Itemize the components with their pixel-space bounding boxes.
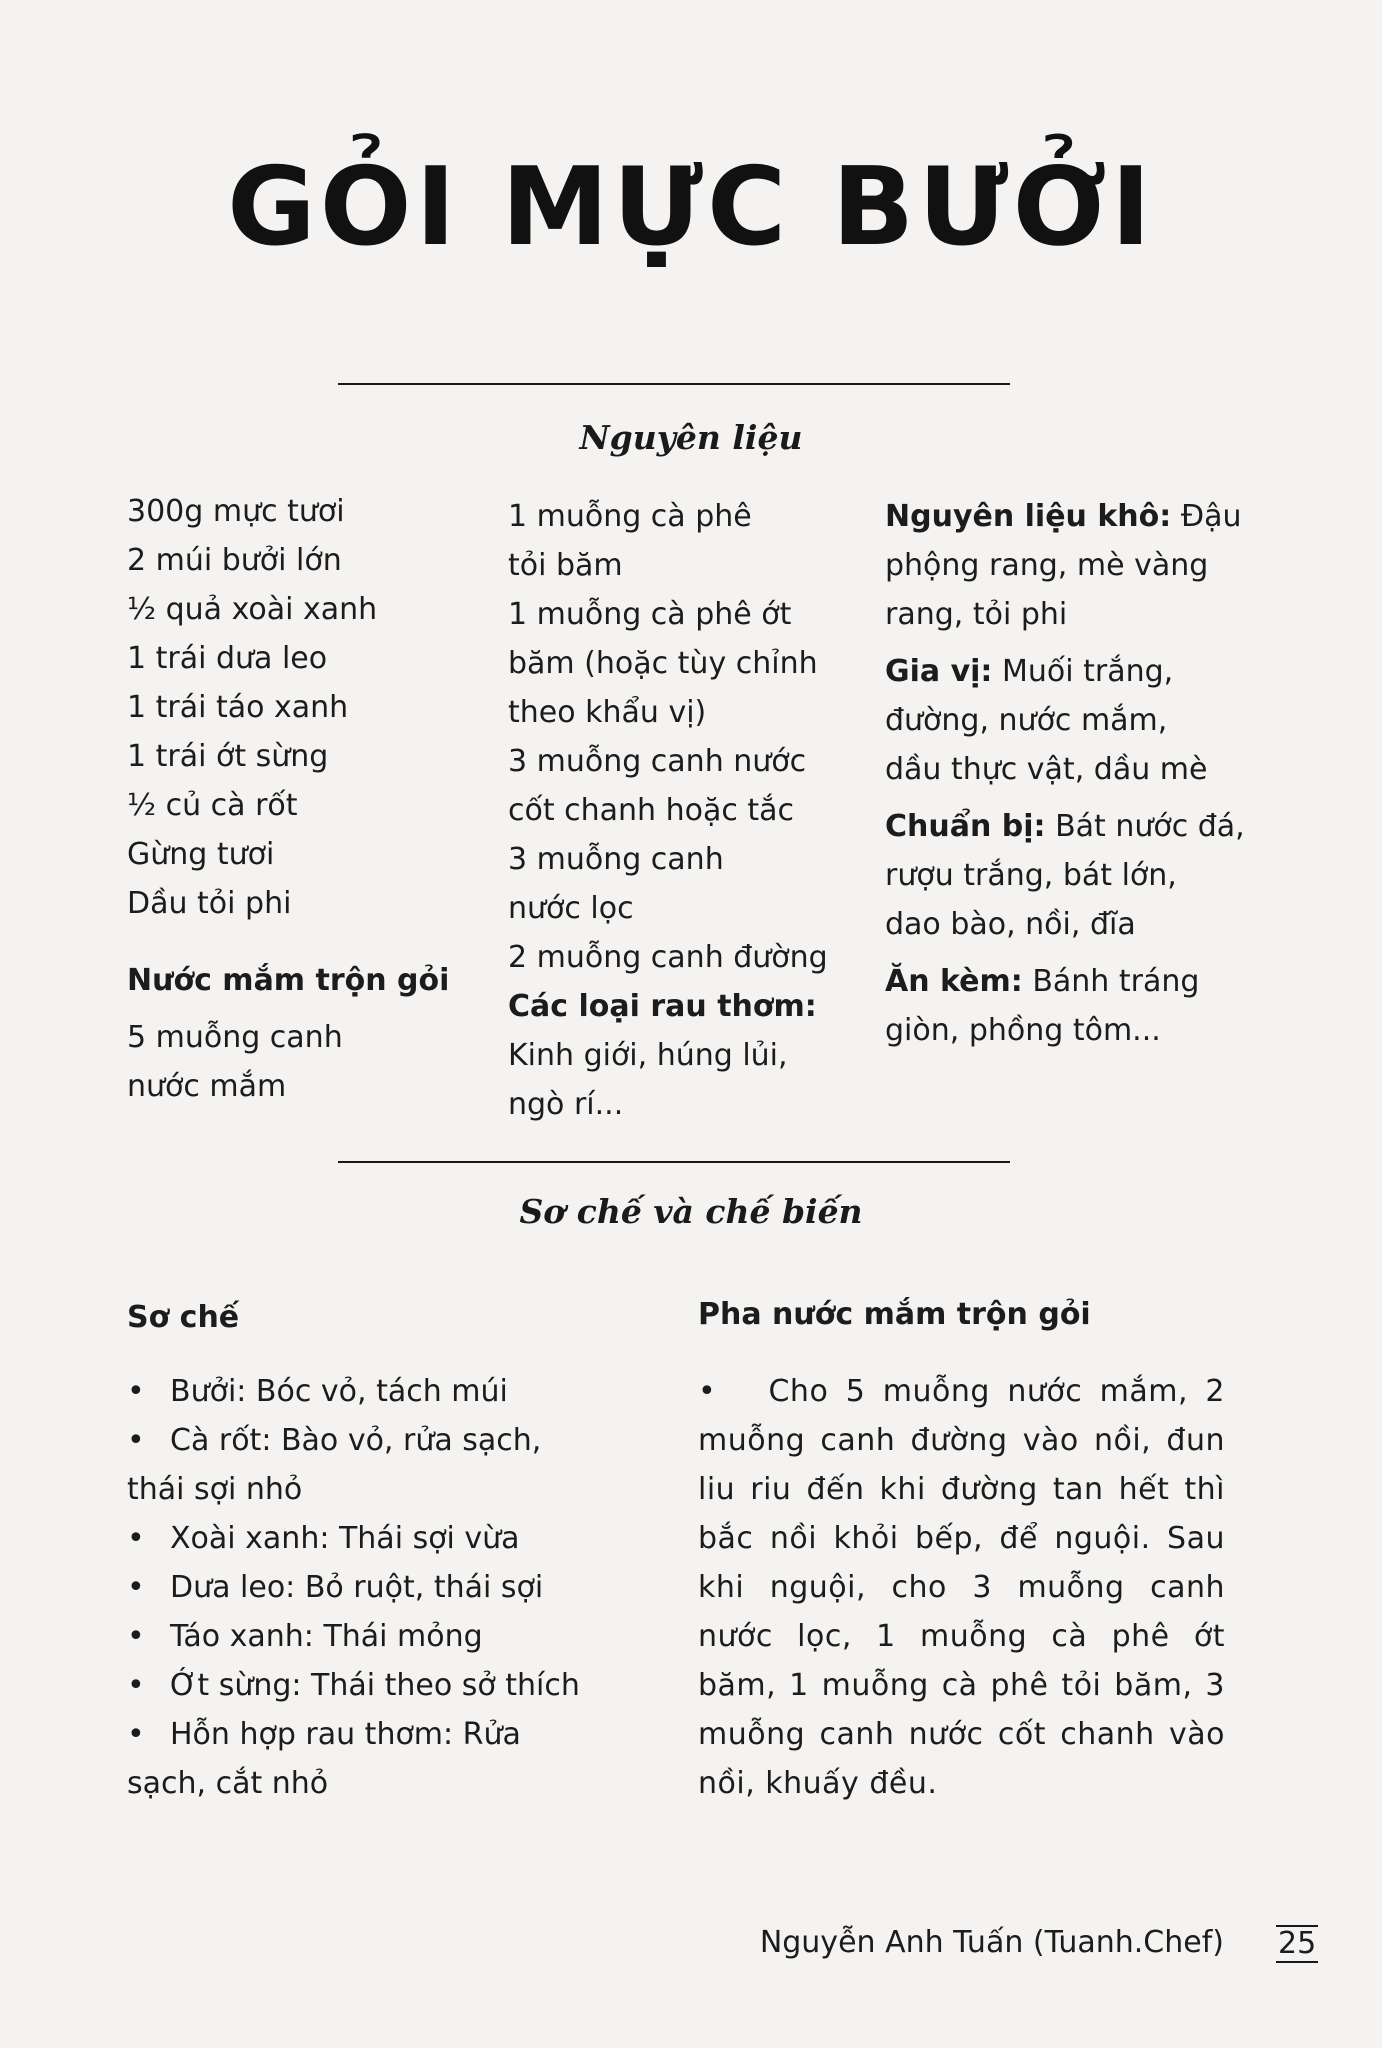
top-divider [338, 383, 1010, 385]
dry-ingredients: Nguyên liệu khô: Đậu [885, 499, 1242, 534]
spice-label: Gia vị: [885, 654, 993, 689]
sauce-ingredients-heading: Nước mắm trộn gỏi [127, 963, 450, 998]
list-item: • Bưởi: Bóc vỏ, tách múi [127, 1367, 580, 1416]
ingredient-item: 3 muỗng canh [508, 842, 724, 877]
dry-ingredients-line: phộng rang, mè vàng [885, 548, 1209, 583]
dry-ingredients-line: rang, tỏi phi [885, 597, 1068, 632]
ingredient-item: nước mắm [127, 1069, 287, 1104]
list-item-continuation: thái sợi nhỏ [127, 1472, 303, 1507]
ingredient-item: 2 múi bưởi lớn [127, 543, 342, 578]
ingredient-item: tỏi băm [508, 548, 623, 583]
prep-heading: Sơ chế [127, 1300, 240, 1335]
bullet-icon: • [127, 1521, 145, 1556]
ingredients-column-3 [885, 492, 1245, 1055]
page-number: 25 [1278, 1926, 1317, 1961]
ingredient-item: 1 trái táo xanh [127, 690, 349, 725]
list-item: • Ớt sừng: Thái theo sở thích [127, 1661, 580, 1710]
ingredient-item: ½ củ cà rốt [127, 788, 298, 823]
prep-list [127, 1367, 580, 1808]
ingredient-item: 5 muỗng canh [127, 1020, 343, 1055]
serve-with-line: giòn, phồng tôm... [885, 1013, 1161, 1048]
bullet-icon: • [127, 1668, 145, 1703]
bullet-icon: • [127, 1423, 145, 1458]
spices: Gia vị: Muối trắng, [885, 654, 1174, 689]
spices-line: đường, nước mắm, [885, 703, 1168, 738]
list-item: • Táo xanh: Thái mỏng [127, 1612, 580, 1661]
ingredient-item: ngò rí... [508, 1087, 624, 1122]
herbs-heading: Các loại rau thơm: [508, 989, 817, 1024]
sauce-method-heading: Pha nước mắm trộn gỏi [698, 1297, 1091, 1332]
list-item: • Cà rốt: Bào vỏ, rửa sạch, [127, 1416, 580, 1465]
bullet-icon: • [127, 1717, 145, 1752]
ingredient-item: 3 muỗng canh nước [508, 744, 807, 779]
serve-label: Ăn kèm: [885, 964, 1023, 999]
dry-label: Nguyên liệu khô: [885, 499, 1172, 534]
recipe-title: GỎI MỰC BƯỞI [227, 145, 1155, 270]
list-item: • Hỗn hợp rau thơm: Rửa [127, 1710, 580, 1759]
ingredient-item: 1 trái dưa leo [127, 641, 328, 676]
ingredients-heading: Nguyên liệu [579, 418, 803, 457]
spices-line: dầu thực vật, dầu mè [885, 752, 1208, 787]
ingredient-item: Gừng tươi [127, 837, 275, 872]
list-item: • Dưa leo: Bỏ ruột, thái sợi [127, 1563, 580, 1612]
bullet-icon: • [127, 1619, 145, 1654]
ingredient-item: 1 trái ớt sừng [127, 739, 329, 774]
preparation-tools-line: rượu trắng, bát lớn, [885, 858, 1177, 893]
sauce-method-text: • Cho 5 muỗng nước mắm, 2 muỗng canh đường vào nồi, đun liu riu đến khi đường tan hết thì bắc nồi khỏi bếp, để nguội. Sau khi nguội, cho 3 muỗng canh nước lọc, 1 muỗng cà phê ớt băm, 1 muỗng cà phê tỏi băm, 3 muỗng canh nước cốt chanh vào nồi, khuấy đều. [698, 1374, 1225, 1801]
ingredients-column-1 [127, 487, 449, 1111]
ingredient-item: Dầu tỏi phi [127, 886, 292, 921]
prep-label: Chuẩn bị: [885, 809, 1046, 844]
ingredient-item: 2 muỗng canh đường [508, 940, 828, 975]
ingredient-item: Kinh giới, húng lủi, [508, 1038, 788, 1073]
ingredient-item: ½ quả xoài xanh [127, 592, 378, 627]
author-credit: Nguyễn Anh Tuấn (Tuanh.Chef) [759, 1925, 1224, 1960]
list-item: • Xoài xanh: Thái sợi vừa [127, 1514, 580, 1563]
ingredient-item: 300g mực tươi [127, 494, 345, 529]
ingredients-column-2 [508, 492, 828, 1129]
ingredient-item: cốt chanh hoặc tắc [508, 793, 795, 828]
preparation-tools-line: dao bào, nồi, đĩa [885, 907, 1136, 942]
list-item-continuation: sạch, cắt nhỏ [127, 1766, 329, 1801]
ingredient-item: theo khẩu vị) [508, 695, 707, 730]
middle-divider [338, 1161, 1010, 1163]
ingredient-item: nước lọc [508, 891, 634, 926]
ingredient-item: băm (hoặc tùy chỉnh [508, 646, 818, 681]
bullet-icon: • [127, 1374, 145, 1409]
bullet-icon: • [698, 1374, 769, 1409]
method-heading: Sơ chế và chế biến [519, 1192, 863, 1231]
ingredient-item: 1 muỗng cà phê [508, 499, 752, 534]
serve-with: Ăn kèm: Bánh tráng [885, 964, 1200, 999]
preparation-tools: Chuẩn bị: Bát nước đá, [885, 809, 1245, 844]
ingredient-item: 1 muỗng cà phê ớt [508, 597, 792, 632]
bullet-icon: • [127, 1570, 145, 1605]
